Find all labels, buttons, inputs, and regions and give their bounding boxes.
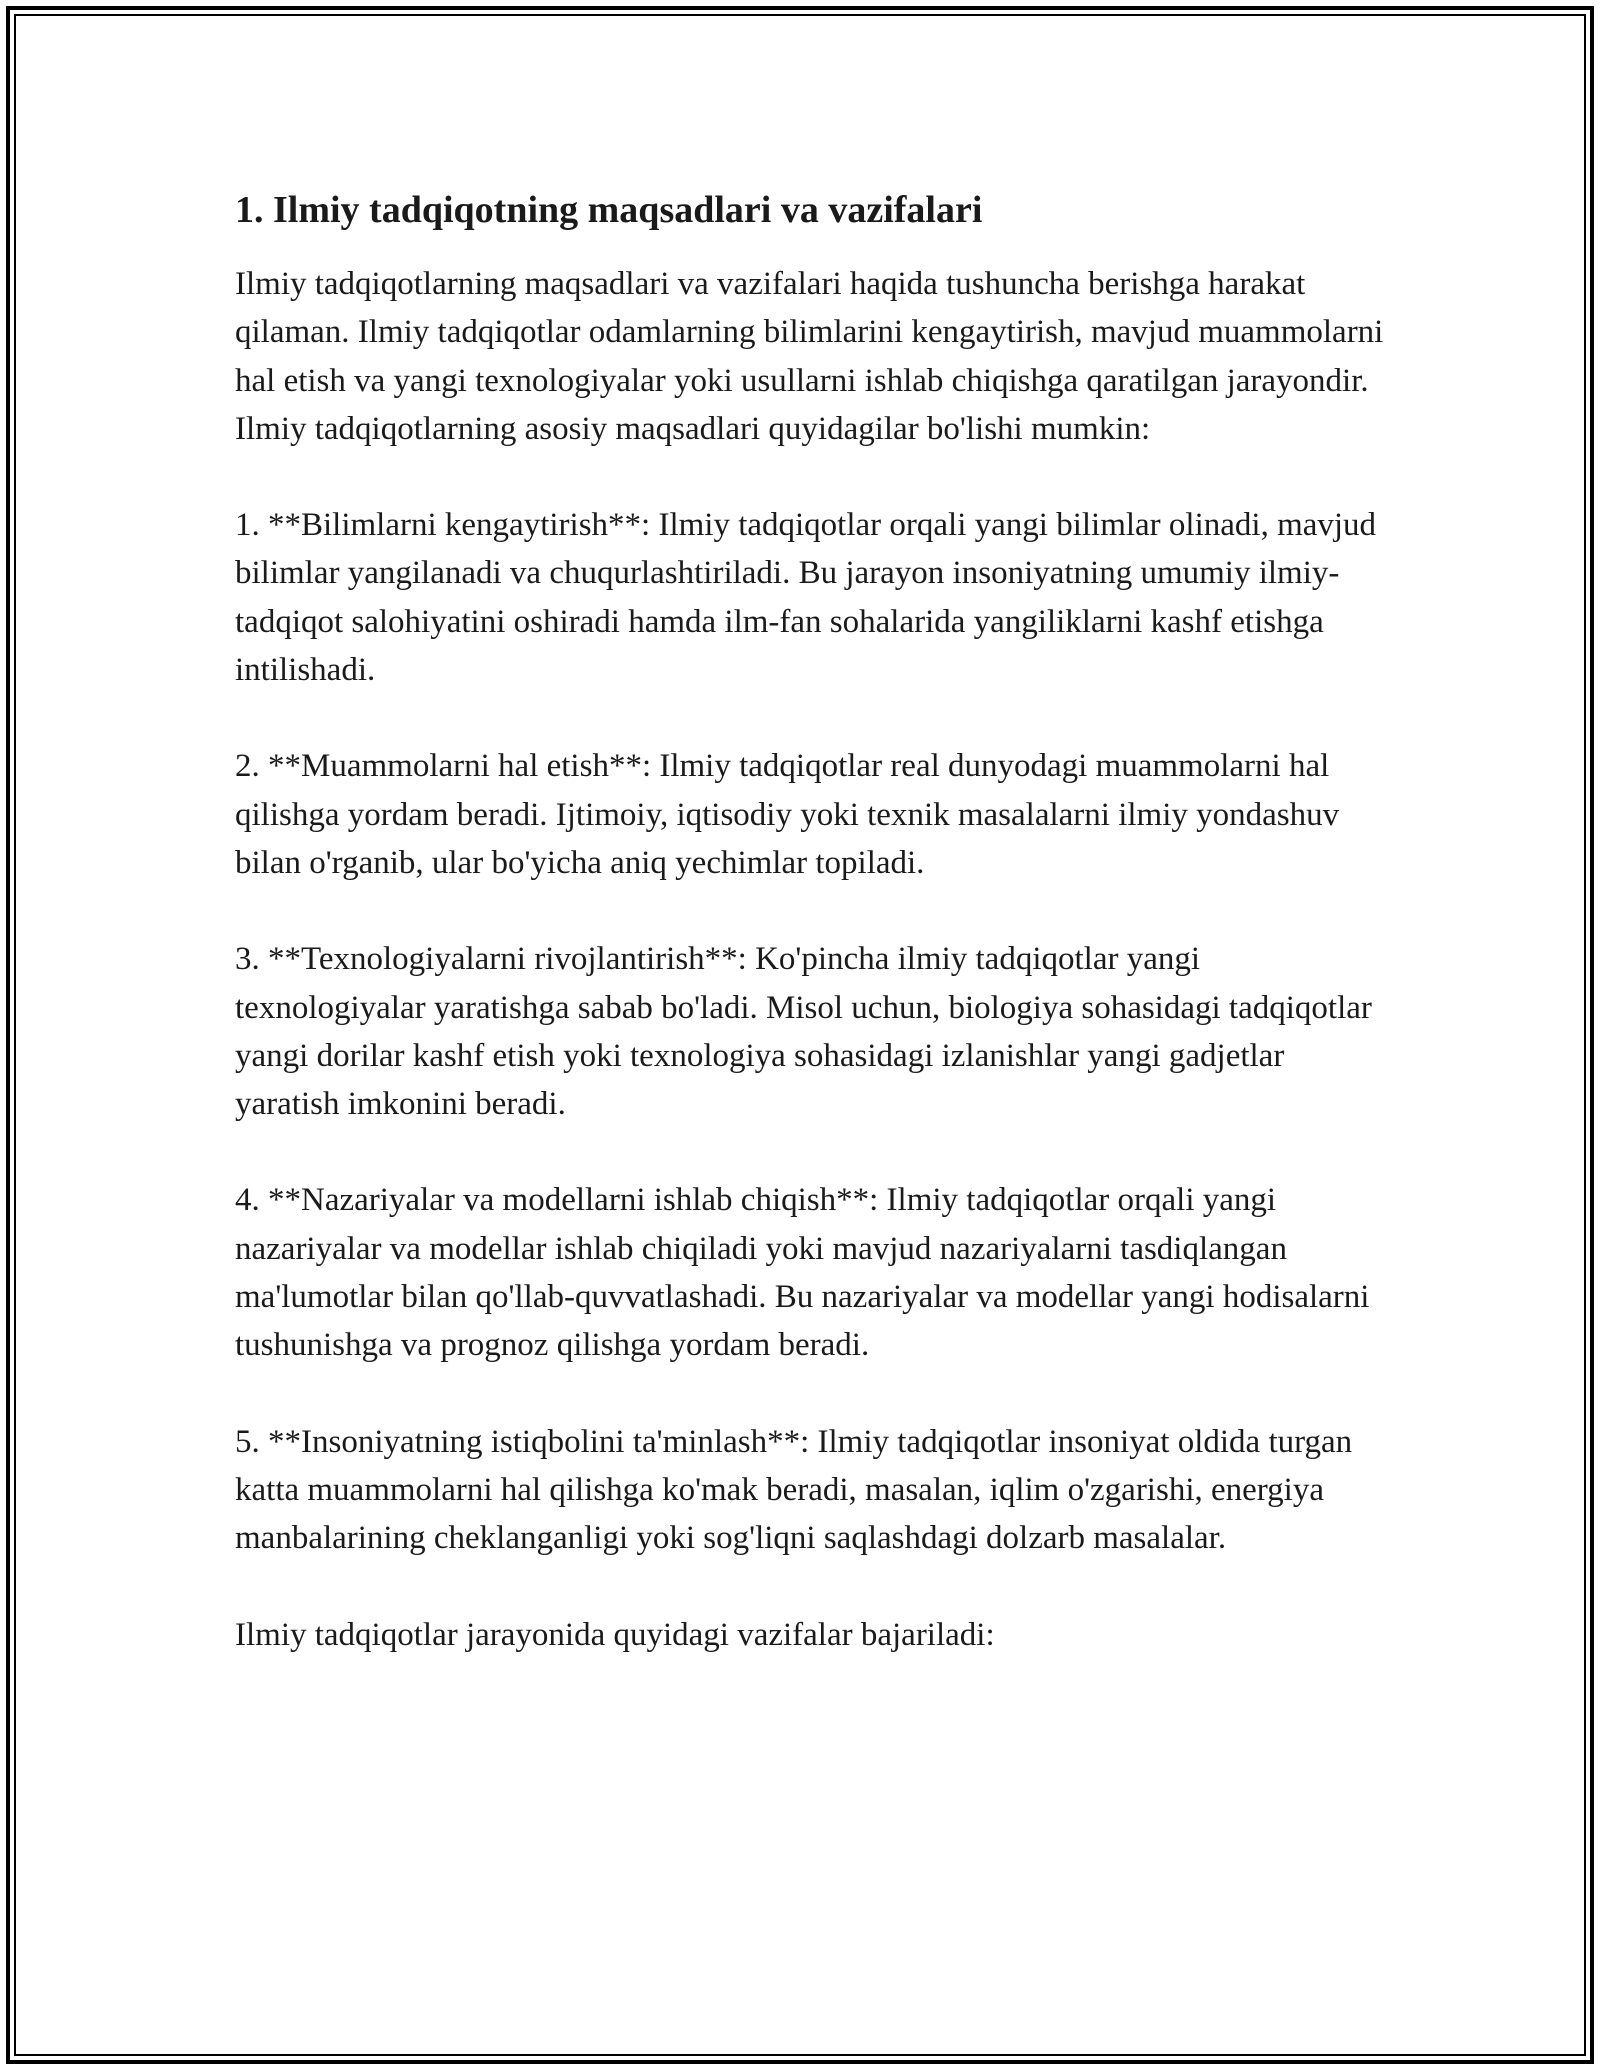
- intro-paragraph: Ilmiy tadqiqotlarning maqsadlari va vazifalari haqida tushuncha berishga harakat qilaman. Ilmiy tadqiqotlar odamlarning bilimlarini kengaytirish, mavjud muammolarni hal etish va yangi texnologiyalar yoki usullarni ishlab chiqishga qaratilgan jarayondir. Ilmiy tadqiqotlarning asosiy maqsadlari quyidagilar bo'lishi mumkin:: [235, 266, 1384, 447]
- closing-paragraph: Ilmiy tadqiqotlar jarayonida quyidagi vazifalar bajariladi:: [235, 1616, 995, 1653]
- document-body: [235, 186, 1385, 1707]
- page-title: 1. Ilmiy tadqiqotning maqsadlari va vazifalari: [235, 189, 983, 231]
- list-item-3: 3. **Texnologiyalarni rivojlantirish**: Ko'pincha ilmiy tadqiqotlar yangi texnologiyalar yaratishga sabab bo'ladi. Misol uchun, biologiya sohasidagi tadqiqotlar yangi dorilar kashf etish yoki texnologiya sohasidagi izlanishlar yangi gadjetlar yaratish imkonini beradi.: [235, 941, 1372, 1123]
- list-item-5: 5. **Insoniyatning istiqbolini ta'minlash**: Ilmiy tadqiqotlar insoniyat oldida turgan katta muammolarni hal qilishga ko'mak beradi, masalan, iqlim o'zgarishi, energiya manbalarining cheklanganligi yoki sog'liqni saqlashdagi dolzarb masalalar.: [235, 1423, 1353, 1557]
- list-item-4: 4. **Nazariyalar va modellarni ishlab chiqish**: Ilmiy tadqiqotlar orqali yangi nazariyalar va modellar ishlab chiqiladi yoki mavjud nazariyalarni tasdiqlangan ma'lumotlar bilan qo'llab-quvvatlashadi. Bu nazariyalar va modellar yangi hodisalarni tushunishga va prognoz qilishga yordam beradi.: [235, 1182, 1370, 1364]
- list-item-2: 2. **Muammolarni hal etish**: Ilmiy tadqiqotlar real dunyodagi muammolarni hal qilishga yordam beradi. Ijtimoiy, iqtisodiy yoki texnik masalalarni ilmiy yondashuv bilan o'rganib, ular bo'yicha aniq yechimlar topiladi.: [235, 748, 1340, 881]
- list-item-1: 1. **Bilimlarni kengaytirish**: Ilmiy tadqiqotlar orqali yangi bilimlar olinadi, mavjud bilimlar yangilanadi va chuqurlashtiriladi. Bu jarayon insoniyatning umumiy ilmiy-tadqiqot salohiyatini oshiradi hamda ilm-fan sohalarida yangiliklarni kashf etishga intilishadi.: [235, 507, 1377, 689]
